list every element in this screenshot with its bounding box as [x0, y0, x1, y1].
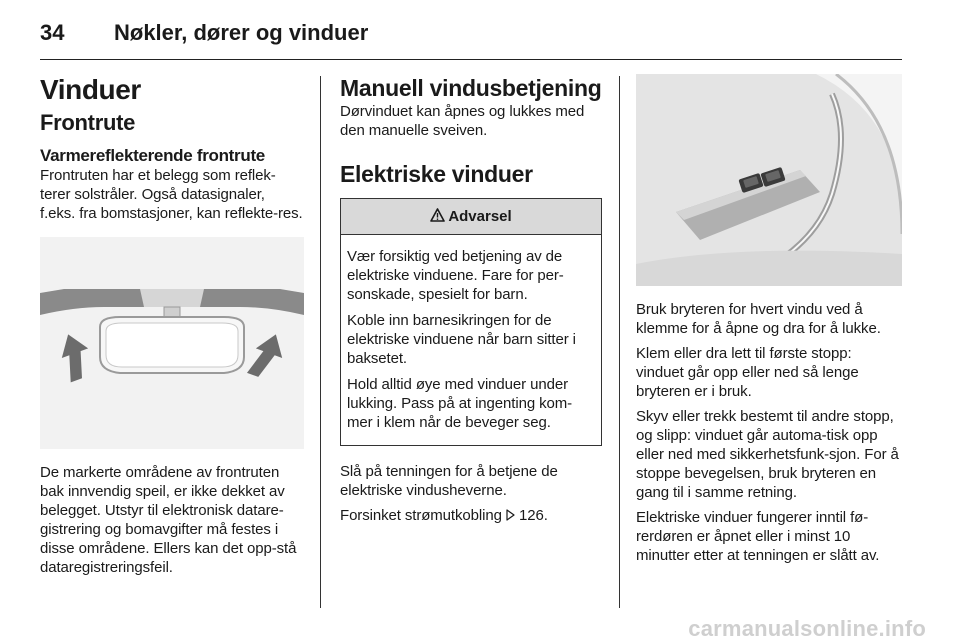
warning-header [341, 199, 601, 235]
body-text: Frontruten har et belegg som reflek-terer solstråler. Også datasignaler, f.eks. fra bomstasjoner, kan reflekte-res. [40, 167, 303, 222]
column-window-switch [636, 74, 902, 571]
chapter-title: Nøkler, dører og vinduer [114, 20, 369, 45]
column-windscreen [40, 74, 304, 583]
warning-title: Advarsel [448, 208, 512, 225]
body-text: Dørvinduet kan åpnes og lukkes med den manuelle sveiven. [340, 103, 585, 139]
subsection-title: Frontrute [40, 110, 136, 135]
section-heading-electric: Elektriske vinduer [340, 161, 533, 187]
column-window-operation [340, 74, 602, 532]
page-number: 34 [40, 20, 65, 45]
watermark-footer: carmanualsonline.info [688, 616, 926, 641]
page-header [40, 18, 902, 60]
reference-text: Forsinket strømutkobling [340, 507, 506, 524]
column-divider [320, 76, 321, 608]
warning-triangle-icon [430, 208, 445, 226]
section-title: Vinduer [40, 74, 141, 105]
warning-body [341, 235, 601, 445]
body-text: Bruk bryteren for hvert vindu ved å klemme for å åpne og dra for å lukke. [636, 301, 881, 337]
column-divider [619, 76, 620, 608]
body-text: Klem eller dra lett til første stopp: vinduet går opp eller ned så lenge bryteren er i bruk. [636, 345, 859, 400]
body-text: De markerte områdene av frontruten bak innvendig speil, er ikke dekket av belegget. Utstyr til elektronisk datare-gistrering og bomavgifter må festes i disse områdene. Ellers kan det opp-stå dataregistreringsfeil. [40, 464, 297, 576]
warning-text: Hold alltid øye med vinduer under lukking. Pass på at ingenting kom-mer i klem når de beveger seg. [347, 376, 573, 431]
windscreen-mirror-illustration [40, 237, 304, 449]
body-text: Skyv eller trekk bestemt til andre stopp, og slipp: vinduet går automa-tisk opp eller ned med sikkerhetsfunk-sjon. For å stoppe bevegelsen, bruk bryteren en gang til i samme retning. [636, 408, 899, 501]
section-heading-manual: Manuell vindusbetjening [340, 75, 602, 101]
warning-box [340, 198, 602, 446]
body-text: Elektriske vinduer fungerer inntil fø-rerdøren er åpnet eller i minst 10 minutter etter at tenningen er slått av. [636, 509, 880, 564]
warning-text: Koble inn barnesikringen for de elektriske vinduene når barn sitter i baksetet. [347, 312, 576, 367]
body-text: Slå på tenningen for å betjene de elektriske vindusheverne. [340, 463, 558, 499]
warning-text: Vær forsiktig ved betjening av de elektriske vinduene. Fare for per-sonskade, spesielt for barn. [347, 248, 564, 303]
window-switch-illustration [636, 74, 902, 286]
page-reference-arrow-icon [506, 507, 515, 526]
page-reference-number[interactable]: 126. [518, 507, 548, 524]
page-reference-line [340, 506, 602, 526]
topic-heading: Varmereflekterende frontrute [40, 146, 265, 165]
